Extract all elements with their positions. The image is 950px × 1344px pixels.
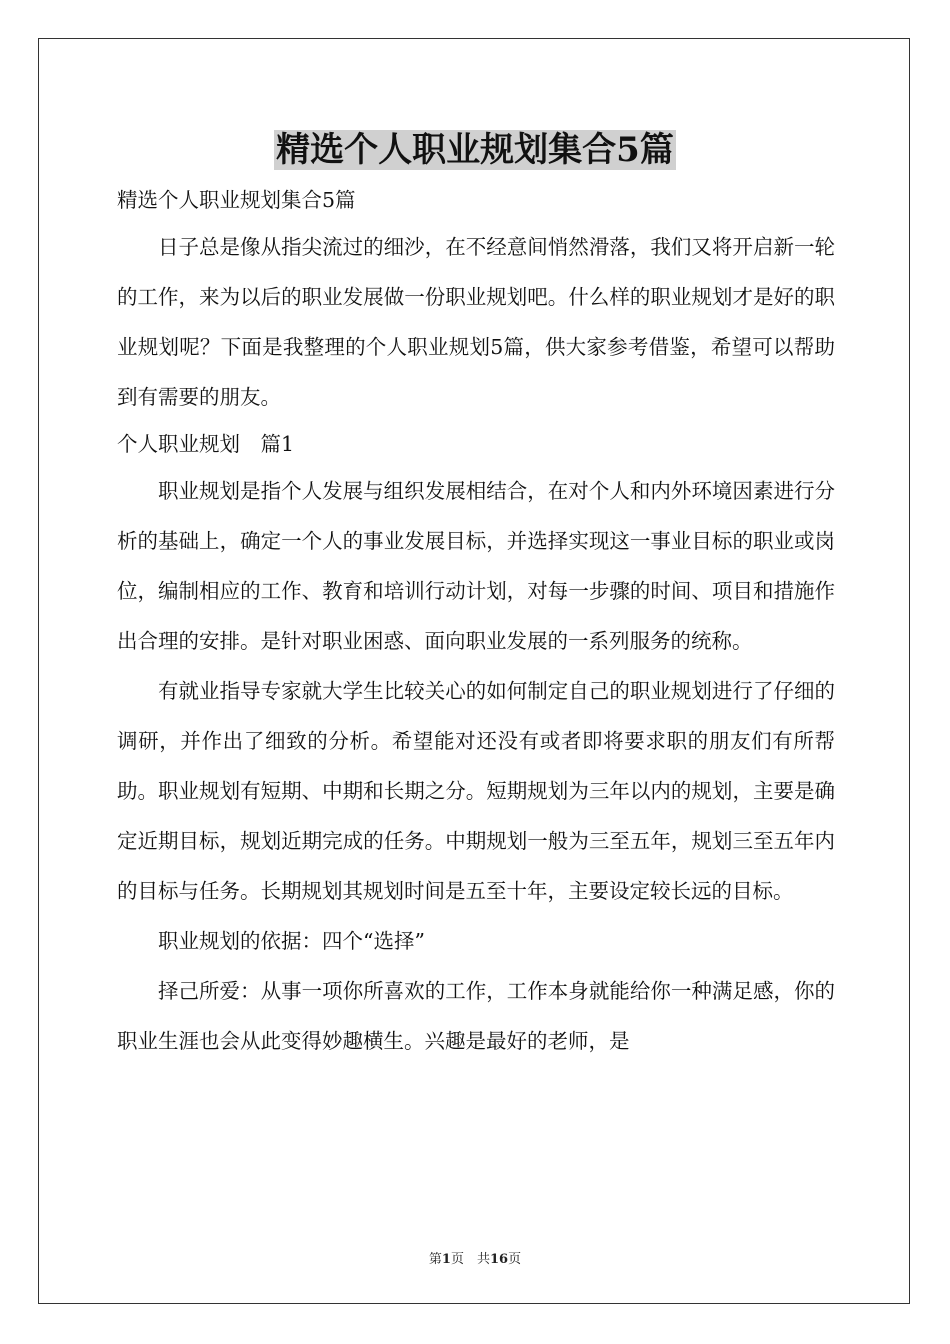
footer-page-suffix: 页 共 [450,1252,490,1267]
body-paragraph-4: 择己所爱：从事一项你所喜欢的工作，工作本身就能给你一种满足感，你的职业生涯也会从此变得妙趣横生。兴趣是最好的老师，是 [117,979,835,1053]
intro-paragraph: 日子总是像从指尖流过的细沙，在不经意间悄然滑落，我们又将开启新一轮的工作，来为以后的职业发展做一份职业规划吧。什么样的职业规划才是好的职业规划呢？下面是我整理的个人职业规划5篇，供大家参考借鉴，希望可以帮助到有需要的朋友。 [117,235,835,409]
document-body [117,178,835,1066]
document-title-text: 精选个人职业规划集合5篇 [276,130,674,170]
body-paragraph-2: 有就业指导专家就大学生比较关心的如何制定自己的职业规划进行了仔细的调研，并作出了细致的分析。希望能对还没有或者即将要求职的朋友们有所帮助。职业规划有短期、中期和长期之分。短期规划为三年以内的规划，主要是确定近期目标，规划近期完成的任务。中期规划一般为三至五年，规划三至五年内的目标与任务。长期规划其规划时间是五至十年，主要设定较长远的目标。 [117,679,835,903]
body-paragraph-1: 职业规划是指个人发展与组织发展相结合，在对个人和内外环境因素进行分析的基础上，确定一个人的事业发展目标，并选择实现这一事业目标的职业或岗位，编制相应的工作、教育和培训行动计划，对每一步骤的时间、项目和措施作出合理的安排。是针对职业困惑、面向职业发展的一系列服务的统称。 [117,479,835,653]
document-subtitle: 精选个人职业规划集合5篇 [117,188,356,212]
footer-page-number: 1 [441,1252,451,1267]
document-title [0,124,950,176]
footer-page-prefix: 第 [428,1252,442,1267]
body-paragraph-3: 职业规划的依据：四个“选择” [158,929,425,953]
footer-total-suffix: 页 [508,1252,522,1267]
page-footer [0,1248,950,1267]
footer-total-pages: 16 [489,1252,509,1267]
section-heading: 个人职业规划 篇1 [117,432,295,456]
